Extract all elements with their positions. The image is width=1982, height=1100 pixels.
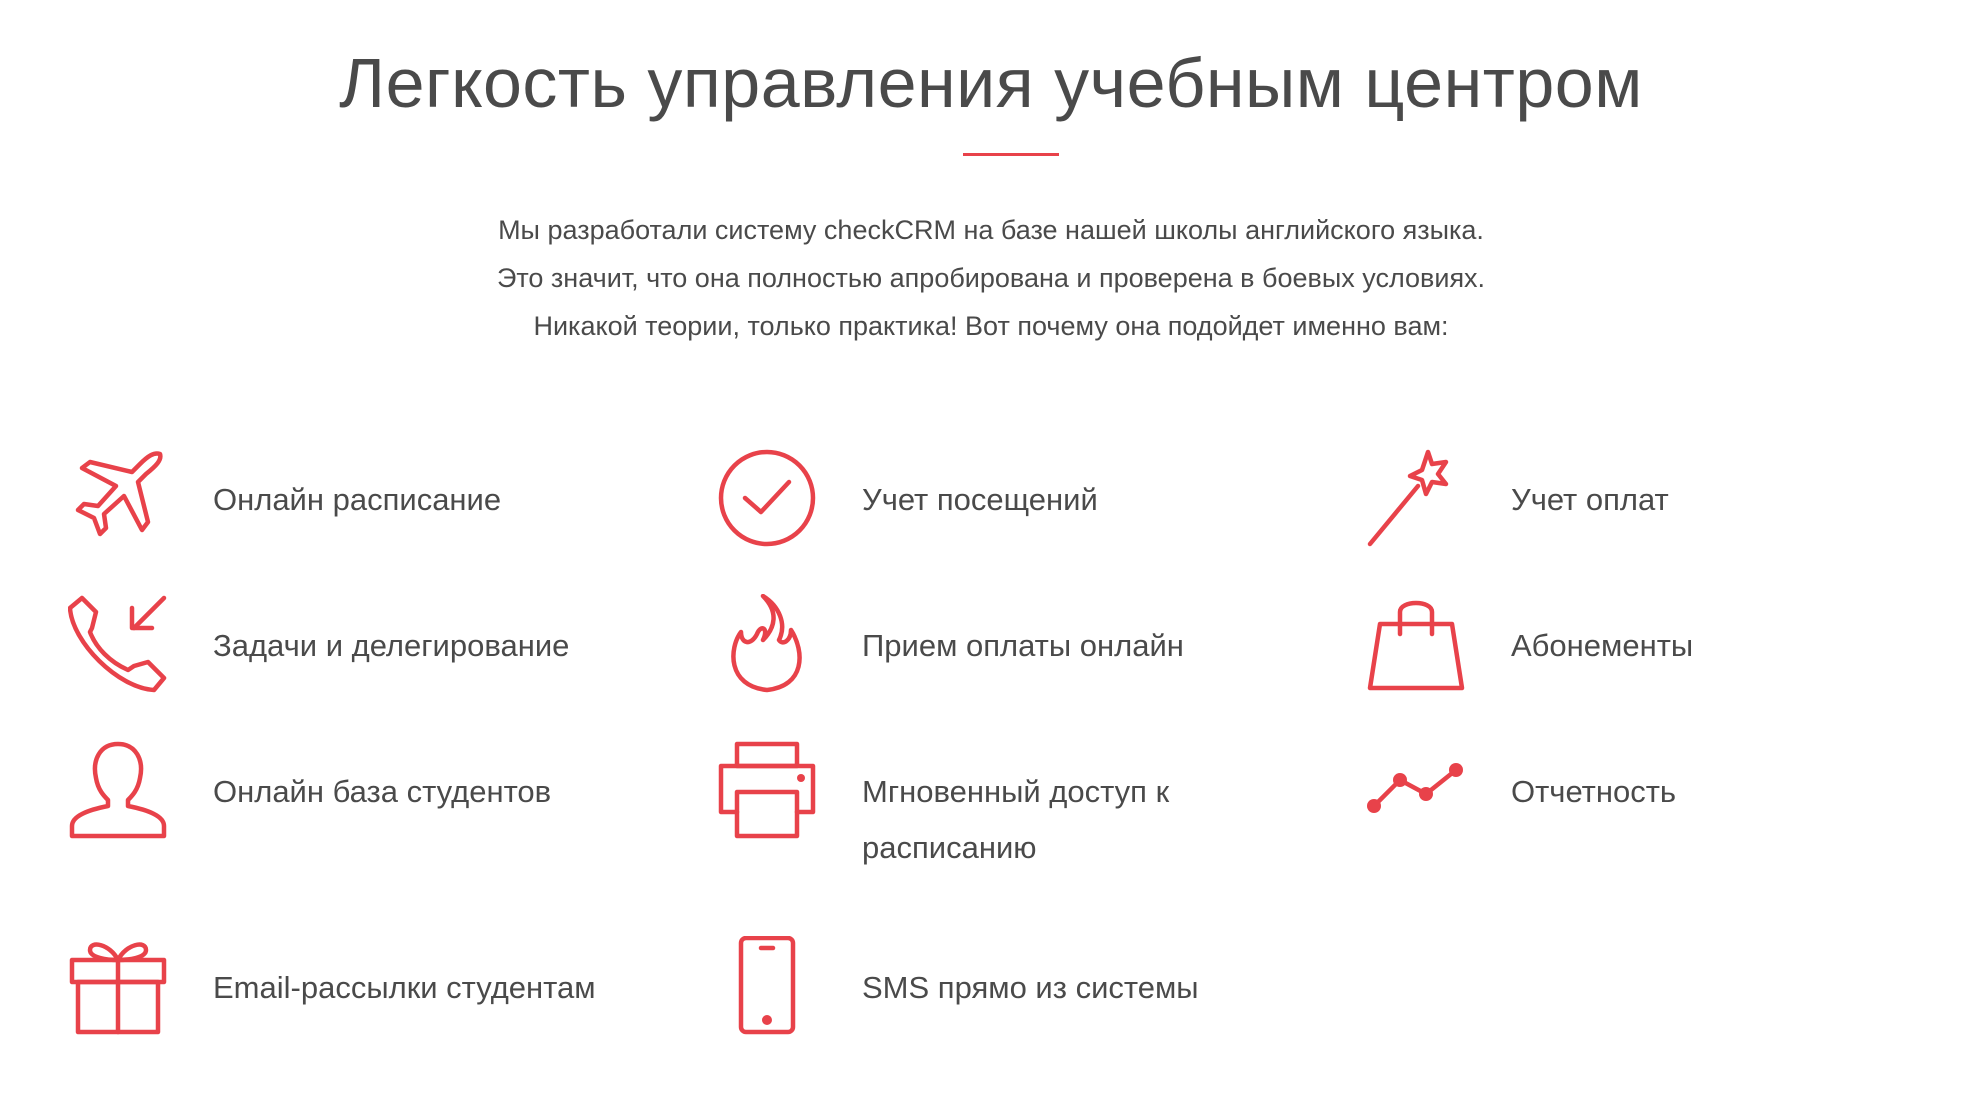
feature-label: Онлайн база студентов (213, 774, 552, 809)
feature-label: Задачи и делегирование (213, 628, 570, 663)
feature-label: Прием оплаты онлайн (862, 628, 1184, 663)
smartphone-icon (717, 936, 817, 1036)
phone-incoming-icon (68, 594, 168, 694)
intro-line: Мы разработали систему checkCRM на базе нашей школы английского языка. (498, 215, 1484, 245)
intro-line: Никакой теории, только практика! Вот почему она подойдет именно вам: (533, 311, 1449, 341)
check-circle-icon (717, 448, 817, 548)
airplane-icon (68, 448, 168, 548)
feature-label: Абонементы (1511, 628, 1694, 663)
feature-label: Мгновенный доступ к расписанию (862, 774, 1170, 865)
feature-label: SMS прямо из системы (862, 970, 1199, 1005)
shopping-bag-icon (1366, 594, 1466, 694)
user-icon (68, 740, 168, 840)
feature-label: Email-рассылки студентам (213, 970, 596, 1005)
line-chart-icon (1366, 740, 1466, 840)
page-title: Легкость управления учебным центром (339, 44, 1643, 122)
magic-wand-icon (1366, 448, 1466, 548)
gift-icon (68, 936, 168, 1036)
feature-label: Онлайн расписание (213, 482, 502, 517)
feature-label: Учет оплат (1511, 482, 1669, 517)
intro-line: Это значит, что она полностью апробирована и проверена в боевых условиях. (496, 263, 1486, 293)
flame-icon (717, 594, 817, 694)
title-divider (963, 153, 1059, 156)
intro-text (0, 206, 1982, 350)
feature-label: Учет посещений (862, 482, 1098, 517)
feature-label: Отчетность (1511, 774, 1677, 809)
printer-icon (717, 740, 817, 840)
